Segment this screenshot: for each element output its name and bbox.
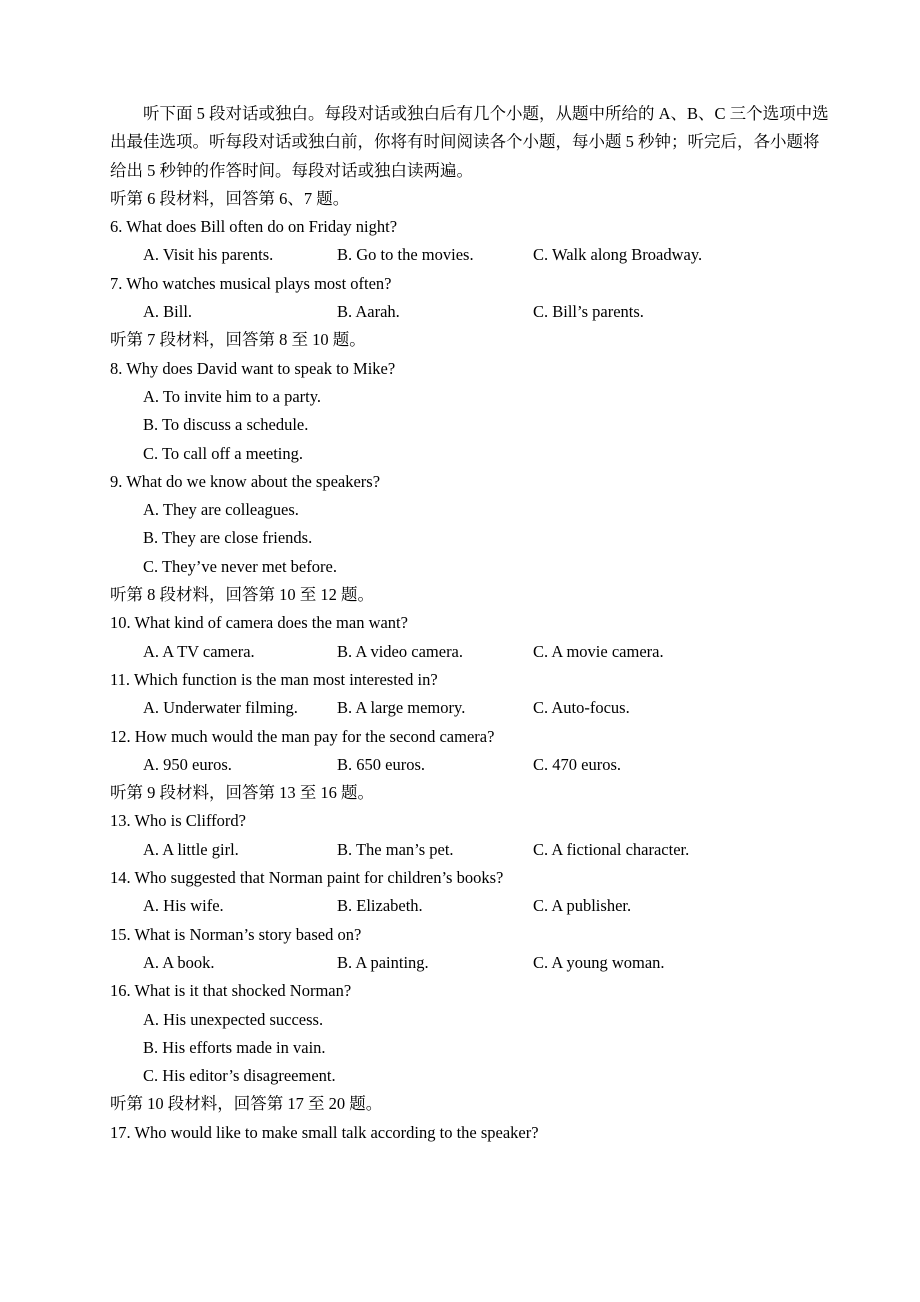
option-a: A. A little girl. xyxy=(143,839,239,859)
option-b: B. Aarah. xyxy=(337,302,400,322)
section-header: 听第 9 段材料，回答第 13 至 16 题。 xyxy=(110,783,374,803)
option-line: A. His unexpected success. xyxy=(143,1009,324,1029)
option-c: C. Auto-focus. xyxy=(533,698,630,718)
option-b: B. A large memory. xyxy=(337,698,466,718)
option-a: A. A book. xyxy=(143,952,215,972)
option-c: C. A young woman. xyxy=(533,952,665,972)
option-a: A. Visit his parents. xyxy=(143,245,274,265)
section-header: 听第 6 段材料，回答第 6、7 题。 xyxy=(110,188,350,208)
option-line: C. His editor’s disagreement. xyxy=(143,1066,336,1086)
question-text: 7. Who watches musical plays most often? xyxy=(110,273,392,293)
option-line: C. To call off a meeting. xyxy=(143,443,303,463)
options-row xyxy=(110,949,830,977)
option-a: A. Bill. xyxy=(143,302,193,322)
instructions-line: 给出 5 秒钟的作答时间。每段对话或独白读两遍。 xyxy=(110,160,473,180)
option-a: A. A TV camera. xyxy=(143,641,255,661)
options-row xyxy=(110,836,830,864)
section-header: 听第 8 段材料，回答第 10 至 12 题。 xyxy=(110,585,374,605)
option-line: B. His efforts made in vain. xyxy=(143,1037,326,1057)
option-line: B. They are close friends. xyxy=(143,528,313,548)
question-text: 9. What do we know about the speakers? xyxy=(110,471,381,491)
instructions-line: 出最佳选项。听每段对话或独白前，你将有时间阅读各个小题，每小题 5 秒钟；听完后，各小题将 xyxy=(110,132,820,152)
option-line: A. To invite him to a party. xyxy=(143,386,322,406)
option-a: A. Underwater filming. xyxy=(143,698,298,718)
options-row xyxy=(110,241,830,269)
option-line: C. They’ve never met before. xyxy=(143,556,337,576)
section-header: 听第 7 段材料，回答第 8 至 10 题。 xyxy=(110,330,366,350)
option-a: A. His wife. xyxy=(143,896,224,916)
question-text: 16. What is it that shocked Norman? xyxy=(110,981,352,1001)
options-row xyxy=(110,892,830,920)
options-row xyxy=(110,751,830,779)
option-c: C. 470 euros. xyxy=(533,754,621,774)
option-b: B. The man’s pet. xyxy=(337,839,454,859)
question-text: 14. Who suggested that Norman paint for children’s books? xyxy=(110,868,504,888)
question-text: 8. Why does David want to speak to Mike? xyxy=(110,358,396,378)
option-b: B. A video camera. xyxy=(337,641,464,661)
options-row xyxy=(110,638,830,666)
instructions-line: 听下面 5 段对话或独白。每段对话或独白后有几个小题，从题中所给的 A、B、C 三个选项中选 xyxy=(143,104,829,123)
option-line: A. They are colleagues. xyxy=(143,500,299,520)
question-text: 6. What does Bill often do on Friday night? xyxy=(110,217,398,237)
section-header: 听第 10 段材料，回答第 17 至 20 题。 xyxy=(110,1094,383,1114)
question-text: 13. Who is Clifford? xyxy=(110,811,246,831)
option-c: C. A movie camera. xyxy=(533,641,664,661)
option-b: B. A painting. xyxy=(337,952,429,972)
question-text: 11. Which function is the man most interested in? xyxy=(110,669,438,689)
option-c: C. Bill’s parents. xyxy=(533,302,644,322)
options-row xyxy=(110,694,830,722)
option-c: C. Walk along Broadway. xyxy=(533,245,703,265)
options-row xyxy=(110,298,830,326)
question-text: 17. Who would like to make small talk according to the speaker? xyxy=(110,1122,539,1142)
option-c: C. A publisher. xyxy=(533,896,632,916)
option-c: C. A fictional character. xyxy=(533,839,690,859)
option-b: B. Go to the movies. xyxy=(337,245,474,265)
option-a: A. 950 euros. xyxy=(143,754,232,774)
option-line: B. To discuss a schedule. xyxy=(143,415,309,435)
question-text: 10. What kind of camera does the man want? xyxy=(110,613,408,633)
option-b: B. Elizabeth. xyxy=(337,896,423,916)
option-b: B. 650 euros. xyxy=(337,754,425,774)
exam-text-body xyxy=(110,100,830,1147)
question-text: 15. What is Norman’s story based on? xyxy=(110,924,362,944)
question-text: 12. How much would the man pay for the second camera? xyxy=(110,726,495,746)
